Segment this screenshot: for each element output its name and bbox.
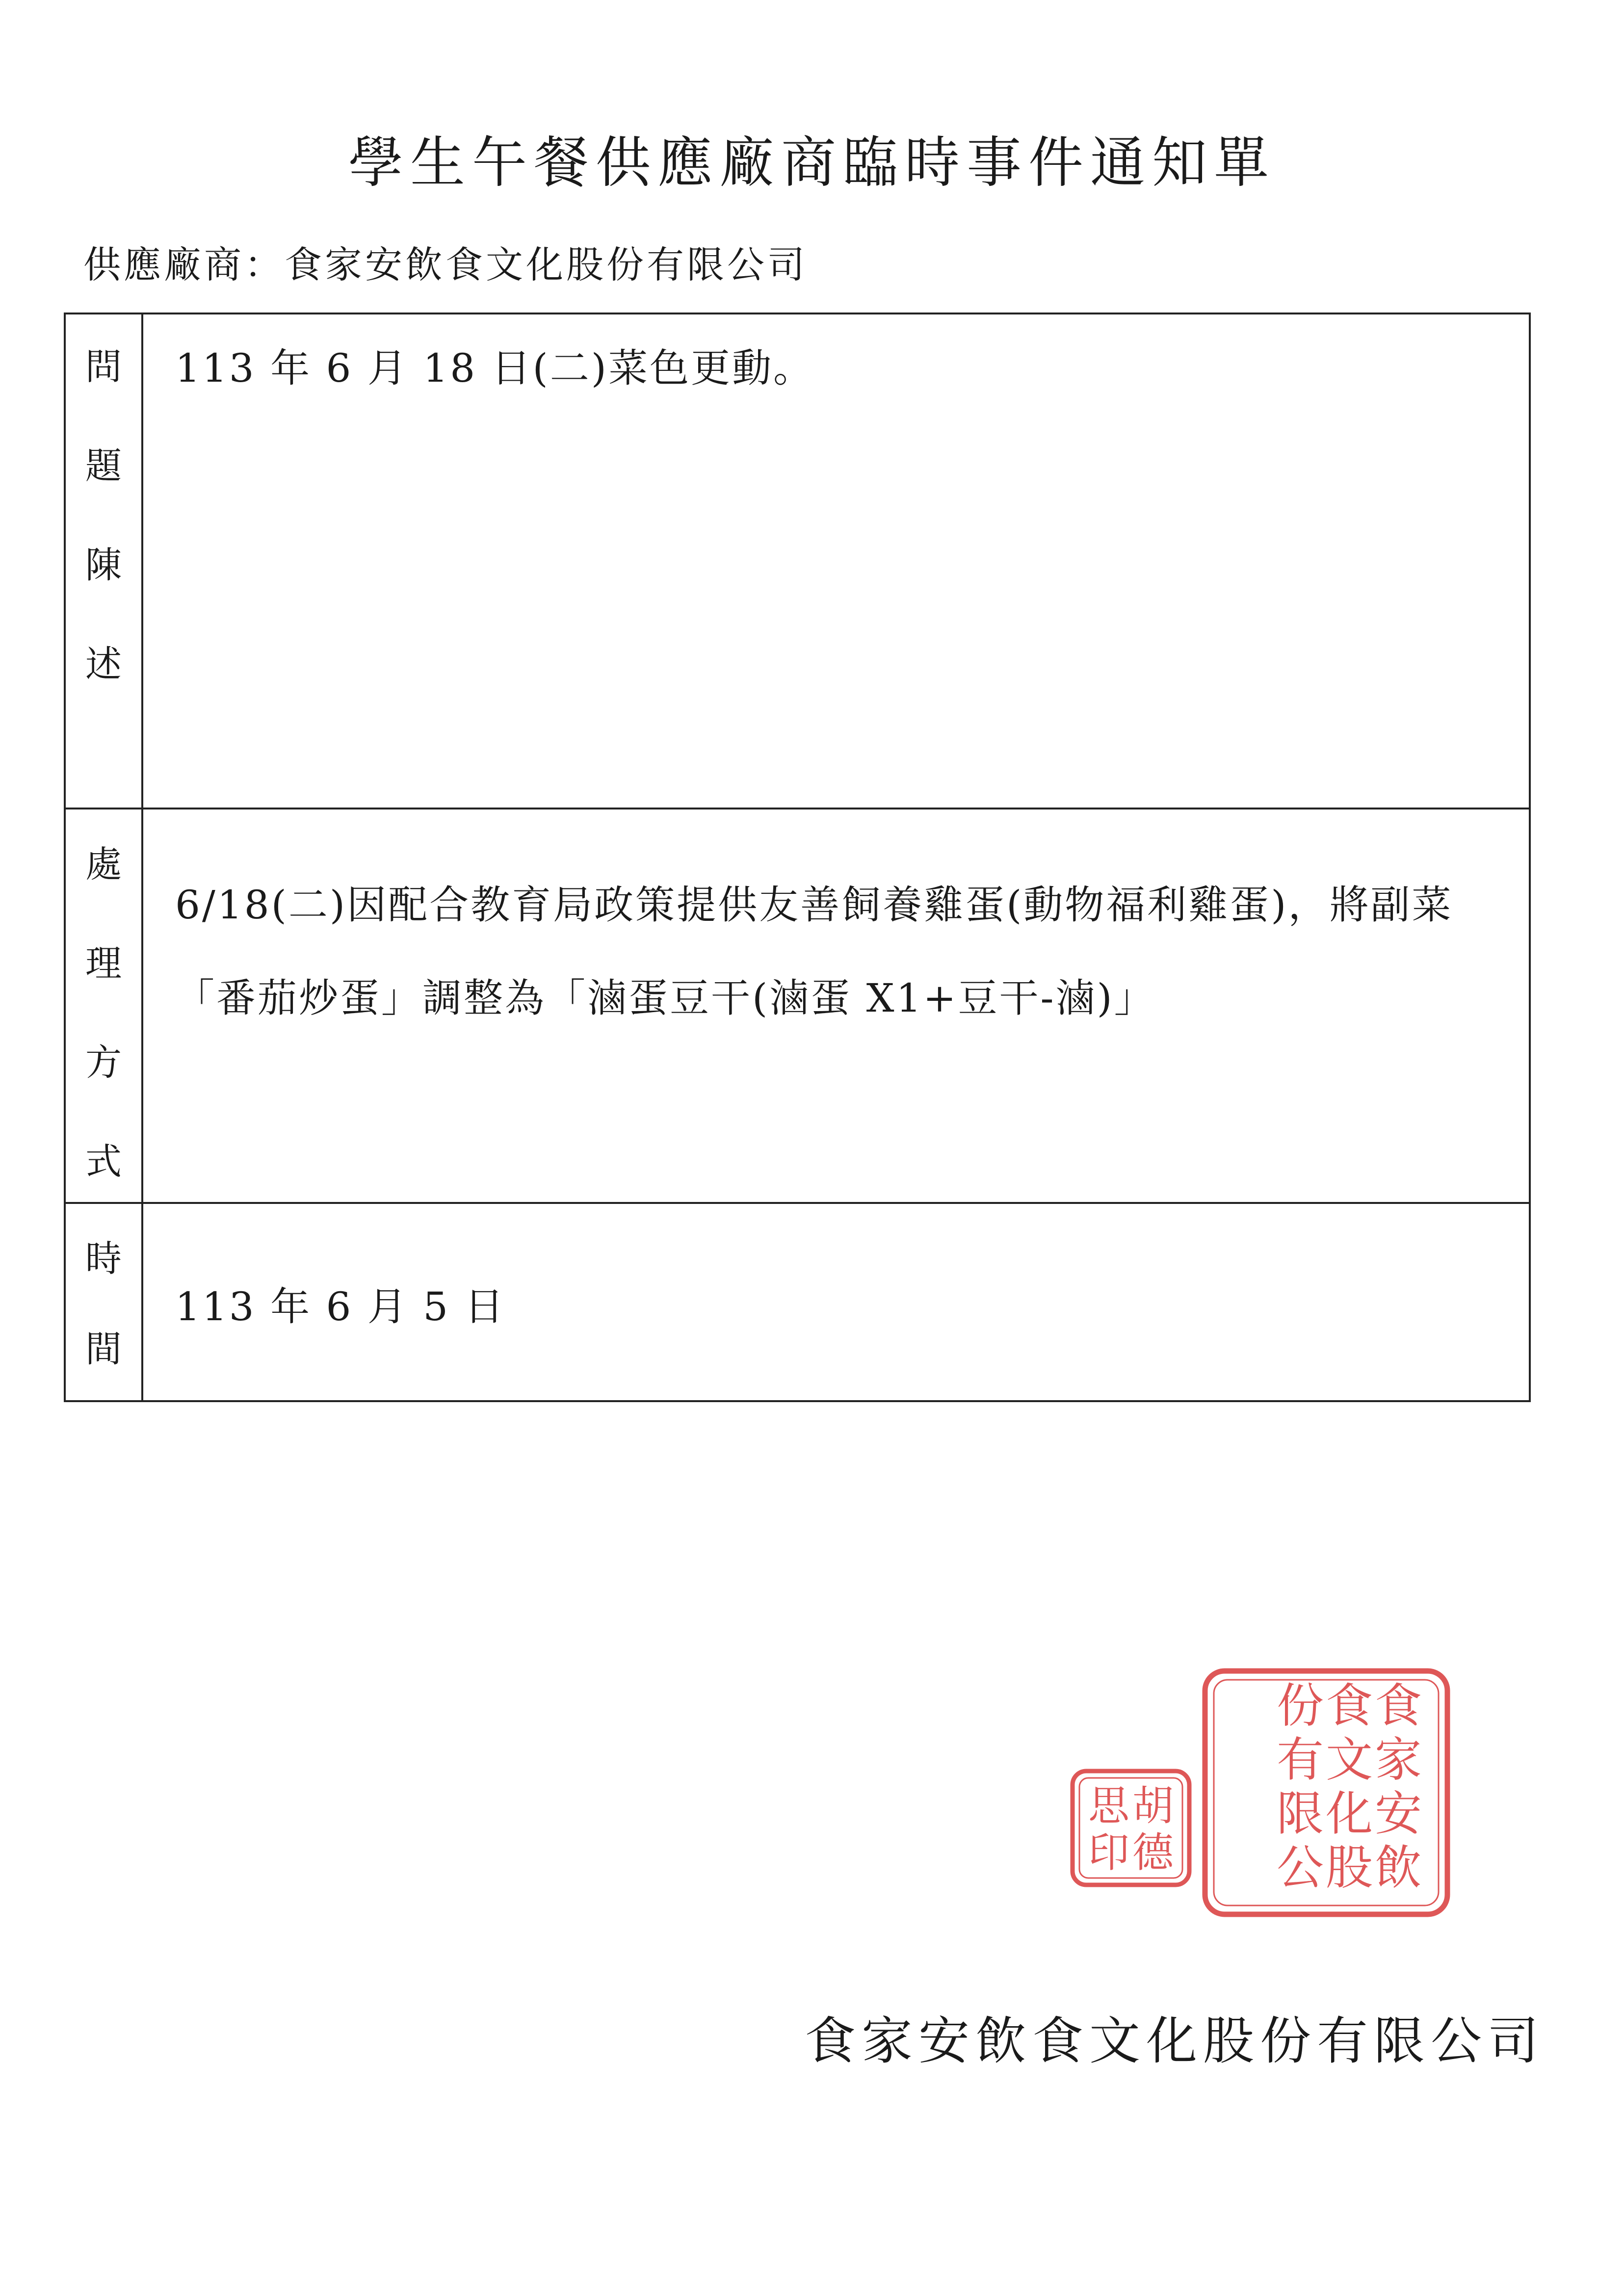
handling-label-char: 處 [85, 843, 122, 886]
handling-label-char: 方 [85, 1042, 122, 1084]
company-seals [1070, 1668, 1452, 1923]
document-title: 學生午餐供應廠商臨時事件通知單 [348, 131, 1276, 195]
seal-glyph: 有 [1277, 1732, 1324, 1787]
problem-label-char: 述 [85, 643, 122, 685]
handling-text-line: 6/18(二)因配合教育局政策提供友善飼養雞蛋(動物福利雞蛋)，將副菜 [175, 882, 1453, 928]
seal-glyph: 思 [1088, 1782, 1130, 1830]
footer-company-name: 食家安飲食文化股份有限公司 [805, 2011, 1545, 2071]
seal-glyph: 胡 [1132, 1782, 1174, 1830]
seal-glyph: 公 [1277, 1840, 1324, 1895]
problem-label-char: 陳 [85, 544, 122, 586]
problem-content-cell [142, 313, 1530, 809]
handling-row [65, 809, 1530, 1203]
problem-row [65, 313, 1530, 809]
seal-glyph: 家 [1375, 1732, 1422, 1787]
problem-label-char: 問 [85, 346, 122, 388]
handling-content-cell [142, 809, 1530, 1203]
notice-date: 113 年 6 月 5 日 [175, 1284, 506, 1330]
seal-glyph: 安 [1375, 1786, 1422, 1841]
seal-glyph: 印 [1088, 1828, 1130, 1877]
handling-label-char: 理 [85, 942, 122, 985]
problem-description: 113 年 6 月 18 日(二)菜色更動。 [175, 345, 814, 391]
seal-glyph: 份 [1277, 1678, 1324, 1733]
handling-text-line: 「番茄炒蛋」調整為「滷蛋豆干(滷蛋 X1+豆干-滷)」 [175, 975, 1155, 1021]
small-seal-stamp [1073, 1771, 1189, 1885]
seal-glyph: 股 [1326, 1840, 1373, 1895]
time-content-cell [142, 1203, 1530, 1401]
time-label-char: 間 [85, 1328, 122, 1370]
seal-glyph: 食 [1375, 1678, 1422, 1733]
seal-glyph: 化 [1326, 1786, 1373, 1841]
time-label-cell [65, 1203, 142, 1401]
seal-glyph: 飲 [1375, 1840, 1422, 1895]
seal-glyph: 文 [1326, 1732, 1373, 1787]
notice-table [64, 313, 1531, 1402]
problem-label-cell [65, 313, 142, 809]
handling-label-char: 式 [85, 1141, 122, 1183]
handling-label-cell [65, 809, 142, 1203]
time-row [65, 1203, 1530, 1401]
problem-label-char: 題 [85, 445, 122, 487]
seal-glyph: 限 [1277, 1786, 1324, 1841]
supplier-line: 供應廠商：食家安飲食文化股份有限公司 [83, 243, 808, 287]
seal-glyph: 食 [1326, 1678, 1373, 1733]
time-label-char: 時 [85, 1238, 122, 1280]
seal-glyph: 德 [1132, 1828, 1174, 1877]
large-seal-stamp [1205, 1671, 1447, 1914]
